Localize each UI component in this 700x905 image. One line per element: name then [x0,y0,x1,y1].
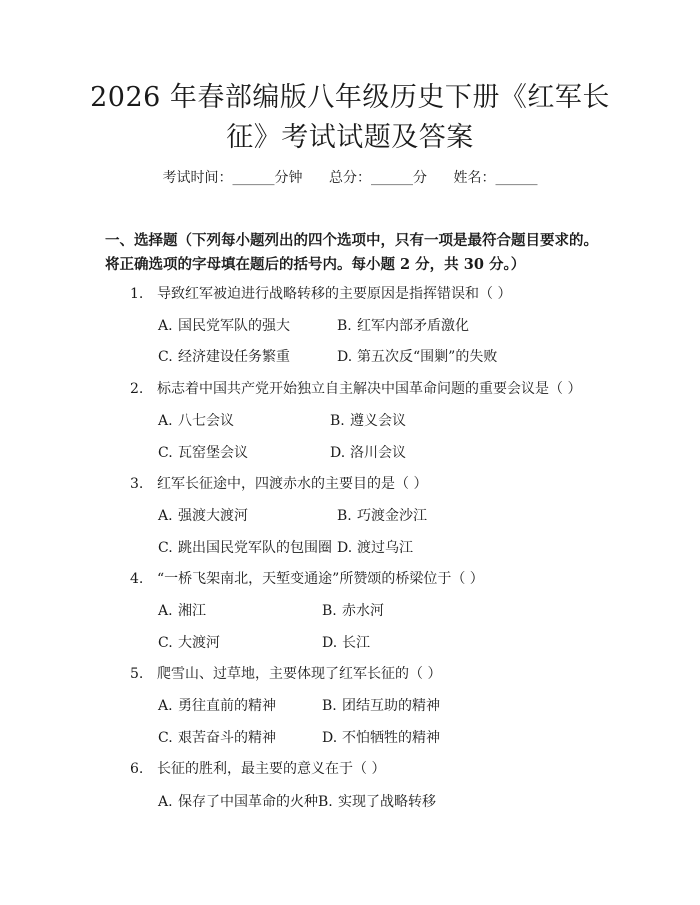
option-text: 遵义会议 [350,413,406,429]
option-text: 赤水河 [342,603,384,619]
question-text: 导致红军被迫进行战略转移的主要原因是指挥错误和（ ） [157,286,512,302]
option-text: 瓦窑堡会议 [178,445,248,461]
option-3d [337,538,413,558]
option-6a [158,792,318,812]
option-6b [318,792,436,812]
option-4c [158,633,220,653]
option-text: 大渡河 [178,635,220,651]
option-letter: A. [158,794,173,810]
option-letter: C. [158,635,173,651]
option-letter: A. [158,698,173,714]
question-5 [130,664,610,684]
option-4a [158,601,206,621]
option-text: 经济建设任务繁重 [178,349,290,365]
option-text: 强渡大渡河 [178,508,248,524]
question-6 [130,759,610,779]
option-letter: C. [158,349,173,365]
question-1 [130,284,610,304]
question-text: 长征的胜利，最主要的意义在于（ ） [157,761,386,777]
option-text: 艰苦奋斗的精神 [178,730,276,746]
option-text: 国民党军队的强大 [178,318,290,334]
option-1a [158,316,290,336]
option-text: 跳出国民党军队的包围圈 [178,540,332,556]
option-text: 勇往直前的精神 [178,698,276,714]
option-5c [158,728,276,748]
option-text: 洛川会议 [350,445,406,461]
question-text: 标志着中国共产党开始独立自主解决中国革命问题的重要会议是（ ） [157,381,582,397]
option-2d [330,443,406,463]
option-letter: B. [322,603,337,619]
option-1c [158,347,290,367]
option-letter: D. [330,445,346,461]
option-text: 团结互助的精神 [342,698,440,714]
question-text: “一桥飞架南北，天堑变通途”所赞颂的桥梁位于（ ） [157,571,484,587]
question-number: 4. [130,571,144,587]
exam-time-field: 考试时间：______分钟 [162,170,303,186]
option-letter: D. [322,635,338,651]
option-text: 第五次反“围剿”的失败 [357,349,498,365]
option-letter: B. [322,698,337,714]
option-letter: C. [158,730,173,746]
question-number: 2. [130,381,144,397]
option-2c [158,443,248,463]
question-3 [130,474,610,494]
option-2b [330,411,406,431]
section-heading: 一、选择题（下列每小题列出的四个选项中，只有一项是最符合题目要求的。将正确选项的字母填在题后的括号内。每小题 2 分，共 30 分。） [105,232,598,273]
option-letter: B. [337,318,352,334]
option-text: 湘江 [178,603,206,619]
option-text: 八七会议 [178,413,234,429]
option-5b [322,696,440,716]
option-3b [337,506,427,526]
option-letter: B. [318,794,333,810]
option-5a [158,696,276,716]
option-1d [337,347,497,367]
option-text: 长江 [342,635,370,651]
question-number: 3. [130,476,144,492]
option-letter: B. [337,508,352,524]
option-4b [322,601,384,621]
title-line-1: 2026 年春部编版八年级历史下册《红军长 [90,82,610,113]
option-letter: A. [158,318,173,334]
option-text: 保存了中国革命的火种 [178,794,318,810]
student-name-field: 姓名：______ [453,170,538,186]
option-letter: A. [158,413,173,429]
total-score-field: 总分：______分 [329,170,427,186]
option-text: 红军内部矛盾激化 [357,318,469,334]
question-4 [130,569,610,589]
option-text: 巧渡金沙江 [357,508,427,524]
option-2a [158,411,234,431]
question-number: 1. [130,286,144,302]
option-letter: D. [337,540,353,556]
question-number: 6. [130,761,144,777]
question-2 [130,379,610,399]
option-letter: B. [330,413,345,429]
option-letter: A. [158,603,173,619]
option-3a [158,506,248,526]
option-4d [322,633,370,653]
option-3c [158,538,332,558]
exam-meta [0,168,700,188]
option-letter: C. [158,445,173,461]
option-letter: D. [322,730,338,746]
question-number: 5. [130,666,144,682]
option-text: 不怕牺牲的精神 [342,730,440,746]
title-line-2: 征》考试试题及答案 [226,122,474,153]
option-5d [322,728,440,748]
question-text: 红军长征途中，四渡赤水的主要目的是（ ） [157,476,428,492]
option-text: 渡过乌江 [357,540,413,556]
option-letter: D. [337,349,353,365]
option-letter: C. [158,540,173,556]
option-letter: A. [158,508,173,524]
option-1b [337,316,469,336]
question-text: 爬雪山、过草地，主要体现了红军长征的（ ） [157,666,442,682]
option-text: 实现了战略转移 [338,794,436,810]
exam-title [70,78,630,158]
